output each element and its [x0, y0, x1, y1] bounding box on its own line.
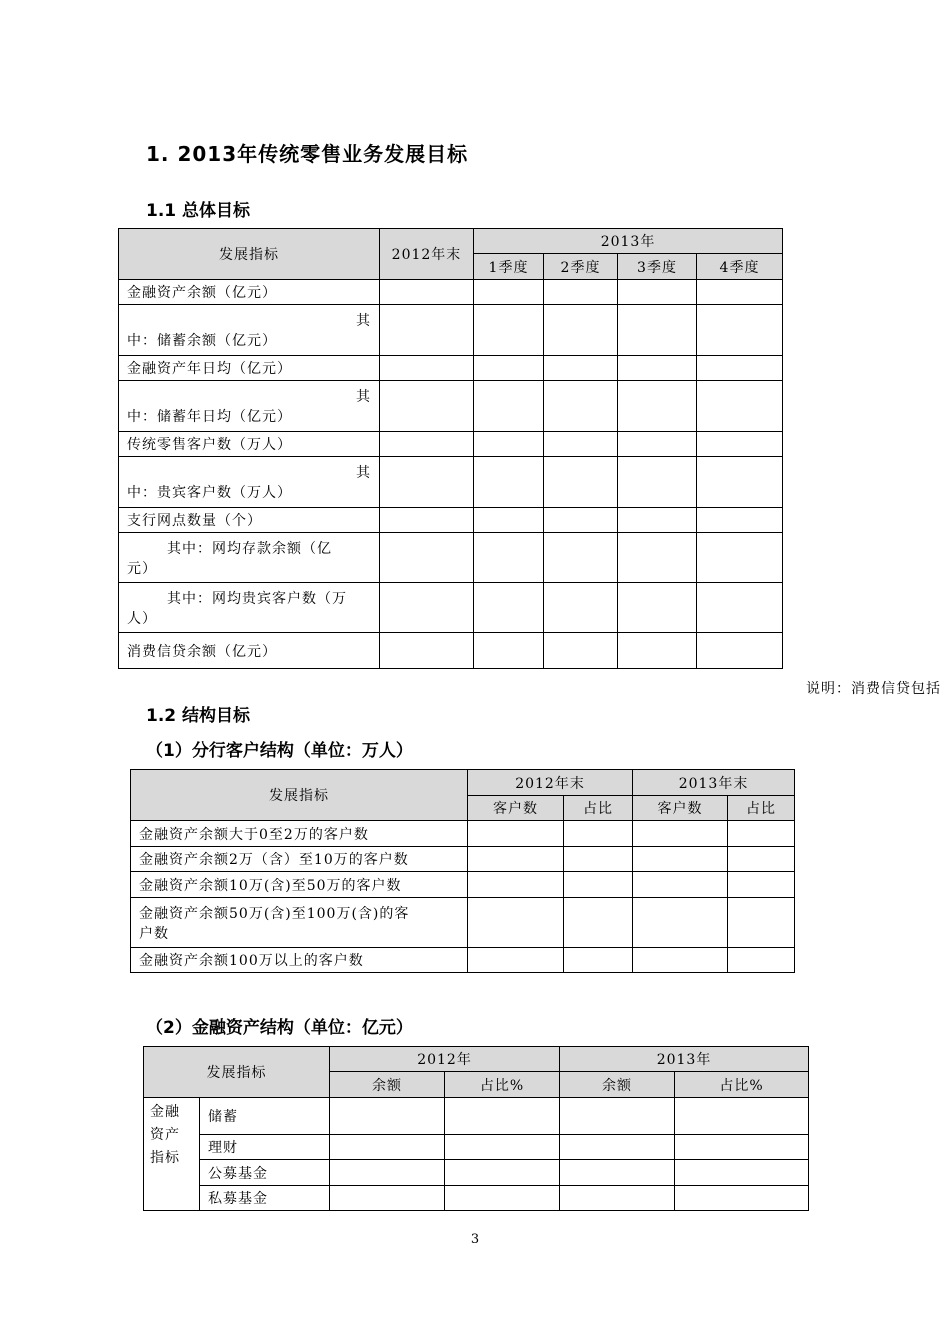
input-cell[interactable]	[728, 948, 795, 973]
header-2013: 2013年	[474, 229, 783, 254]
input-cell[interactable]	[474, 508, 544, 533]
subsection-heading-structure: 1.2 结构目标	[146, 706, 251, 726]
input-cell[interactable]	[618, 633, 697, 669]
input-cell[interactable]	[445, 1098, 560, 1135]
row-label: 其中：网均贵宾客户数（万 人）	[119, 583, 380, 633]
table-row	[131, 948, 795, 973]
input-cell[interactable]	[380, 533, 474, 583]
table-row	[119, 633, 783, 669]
row-label: 其 中：储蓄余额（亿元）	[119, 305, 380, 356]
input-cell[interactable]	[697, 305, 783, 356]
asset-structure-table	[143, 1046, 809, 1211]
input-cell[interactable]	[474, 381, 544, 432]
input-cell[interactable]	[618, 356, 697, 381]
input-cell[interactable]	[474, 533, 544, 583]
header-indicator: 发展指标	[119, 229, 380, 280]
header-2012: 2012年	[330, 1047, 560, 1072]
header-2013: 2013年	[560, 1047, 809, 1072]
row-label: 其 中：贵宾客户数（万人）	[119, 457, 380, 508]
input-cell[interactable]	[380, 508, 474, 533]
row-label: 金融资产余额2万（含）至10万的客户数	[131, 847, 468, 872]
input-cell[interactable]	[330, 1135, 445, 1160]
input-cell[interactable]	[474, 305, 544, 356]
input-cell[interactable]	[380, 457, 474, 508]
input-cell[interactable]	[544, 533, 618, 583]
input-cell[interactable]	[468, 948, 564, 973]
row-label: 理财	[200, 1135, 330, 1160]
input-cell[interactable]	[618, 533, 697, 583]
input-cell[interactable]	[445, 1160, 560, 1186]
page-number: 3	[470, 1232, 480, 1247]
input-cell[interactable]	[697, 356, 783, 381]
row-label: 私募基金	[200, 1186, 330, 1211]
input-cell[interactable]	[618, 508, 697, 533]
row-label: 金融资产余额（亿元）	[119, 280, 380, 305]
input-cell[interactable]	[697, 457, 783, 508]
input-cell[interactable]	[697, 280, 783, 305]
input-cell[interactable]	[474, 583, 544, 633]
row-label: 金融资产余额大于0至2万的客户数	[131, 821, 468, 847]
subsection-heading-overall: 1.1 总体目标	[146, 201, 251, 221]
table-note: 说明：消费信贷包括	[806, 681, 941, 697]
table-row	[131, 872, 795, 898]
input-cell[interactable]	[618, 280, 697, 305]
input-cell[interactable]	[380, 633, 474, 669]
table-row	[119, 356, 783, 381]
input-cell[interactable]	[675, 1186, 809, 1211]
input-cell[interactable]	[445, 1186, 560, 1211]
input-cell[interactable]	[330, 1160, 445, 1186]
input-cell[interactable]	[544, 356, 618, 381]
input-cell[interactable]	[618, 432, 697, 457]
asset-structure-heading: （2）金融资产结构（单位：亿元）	[146, 1018, 413, 1038]
header-indicator: 发展指标	[144, 1047, 330, 1098]
input-cell[interactable]	[445, 1135, 560, 1160]
input-cell[interactable]	[728, 898, 795, 948]
input-cell[interactable]	[697, 533, 783, 583]
input-cell[interactable]	[330, 1186, 445, 1211]
input-cell[interactable]	[675, 1135, 809, 1160]
row-label: 支行网点数量（个）	[119, 508, 380, 533]
table-row	[131, 898, 795, 948]
input-cell[interactable]	[564, 847, 633, 872]
row-label: 其 中：储蓄年日均（亿元）	[119, 381, 380, 432]
row-label: 消费信贷余额（亿元）	[119, 633, 380, 669]
input-cell[interactable]	[633, 898, 728, 948]
header-2012-ratio: 占比	[564, 796, 633, 821]
header-indicator: 发展指标	[131, 770, 468, 821]
input-cell[interactable]	[544, 305, 618, 356]
header-2012: 2012年末	[380, 229, 474, 280]
input-cell[interactable]	[564, 898, 633, 948]
input-cell[interactable]	[474, 280, 544, 305]
table-row	[119, 381, 783, 432]
input-cell[interactable]	[544, 457, 618, 508]
table-row	[144, 1135, 809, 1160]
input-cell[interactable]	[728, 821, 795, 847]
input-cell[interactable]	[697, 583, 783, 633]
input-cell[interactable]	[380, 356, 474, 381]
header-2012-ratio: 占比%	[445, 1072, 560, 1098]
header-2013-count: 客户数	[633, 796, 728, 821]
customer-structure-heading: （1）分行客户结构（单位：万人）	[146, 741, 413, 761]
input-cell[interactable]	[633, 847, 728, 872]
input-cell[interactable]	[468, 872, 564, 898]
header-q1: 1季度	[474, 254, 544, 280]
input-cell[interactable]	[728, 847, 795, 872]
row-label: 传统零售客户数（万人）	[119, 432, 380, 457]
input-cell[interactable]	[560, 1135, 675, 1160]
input-cell[interactable]	[544, 280, 618, 305]
input-cell[interactable]	[560, 1098, 675, 1135]
input-cell[interactable]	[633, 821, 728, 847]
header-2013: 2013年末	[633, 770, 795, 796]
input-cell[interactable]	[633, 872, 728, 898]
input-cell[interactable]	[633, 948, 728, 973]
input-cell[interactable]	[564, 821, 633, 847]
table-row	[131, 847, 795, 872]
table-row	[144, 1160, 809, 1186]
input-cell[interactable]	[618, 305, 697, 356]
overall-targets-table	[118, 228, 783, 669]
header-2012-balance: 余额	[330, 1072, 445, 1098]
table-row	[119, 432, 783, 457]
input-cell[interactable]	[560, 1160, 675, 1186]
table-row	[144, 1186, 809, 1211]
section-heading: 1. 2013年传统零售业务发展目标	[146, 142, 469, 166]
header-q4: 4季度	[697, 254, 783, 280]
input-cell[interactable]	[544, 508, 618, 533]
input-cell[interactable]	[380, 432, 474, 457]
input-cell[interactable]	[618, 583, 697, 633]
header-2013-balance: 余额	[560, 1072, 675, 1098]
input-cell[interactable]	[697, 381, 783, 432]
input-cell[interactable]	[675, 1098, 809, 1135]
input-cell[interactable]	[697, 633, 783, 669]
input-cell[interactable]	[468, 898, 564, 948]
input-cell[interactable]	[544, 381, 618, 432]
input-cell[interactable]	[380, 583, 474, 633]
input-cell[interactable]	[544, 432, 618, 457]
table-row	[119, 457, 783, 508]
input-cell[interactable]	[474, 633, 544, 669]
header-2012: 2012年末	[468, 770, 633, 796]
input-cell[interactable]	[544, 633, 618, 669]
table-row	[119, 280, 783, 305]
table-row	[144, 1098, 809, 1135]
input-cell[interactable]	[380, 305, 474, 356]
row-label: 金融资产余额10万(含)至50万的客户数	[131, 872, 468, 898]
input-cell[interactable]	[564, 948, 633, 973]
table-row	[131, 821, 795, 847]
table-row	[119, 508, 783, 533]
header-2013-ratio: 占比	[728, 796, 795, 821]
input-cell[interactable]	[474, 457, 544, 508]
header-q3: 3季度	[618, 254, 697, 280]
input-cell[interactable]	[618, 381, 697, 432]
input-cell[interactable]	[330, 1098, 445, 1135]
input-cell[interactable]	[564, 872, 633, 898]
customer-structure-table	[130, 769, 795, 973]
input-cell[interactable]	[618, 457, 697, 508]
row-label: 公募基金	[200, 1160, 330, 1186]
input-cell[interactable]	[468, 847, 564, 872]
row-label: 金融资产余额50万(含)至100万(含)的客 户数	[131, 898, 468, 948]
input-cell[interactable]	[544, 583, 618, 633]
input-cell[interactable]	[474, 432, 544, 457]
input-cell[interactable]	[697, 508, 783, 533]
table-row	[119, 305, 783, 356]
row-label: 储蓄	[200, 1098, 330, 1135]
input-cell[interactable]	[675, 1160, 809, 1186]
input-cell[interactable]	[380, 280, 474, 305]
group-label: 金融 资产 指标	[144, 1098, 200, 1211]
header-2012-count: 客户数	[468, 796, 564, 821]
input-cell[interactable]	[474, 356, 544, 381]
header-2013-ratio: 占比%	[675, 1072, 809, 1098]
table-row	[119, 533, 783, 583]
row-label: 金融资产余额100万以上的客户数	[131, 948, 468, 973]
input-cell[interactable]	[697, 432, 783, 457]
input-cell[interactable]	[380, 381, 474, 432]
row-label: 金融资产年日均（亿元）	[119, 356, 380, 381]
table-row	[119, 583, 783, 633]
input-cell[interactable]	[560, 1186, 675, 1211]
row-label: 其中：网均存款余额（亿 元）	[119, 533, 380, 583]
input-cell[interactable]	[728, 872, 795, 898]
header-q2: 2季度	[544, 254, 618, 280]
input-cell[interactable]	[468, 821, 564, 847]
